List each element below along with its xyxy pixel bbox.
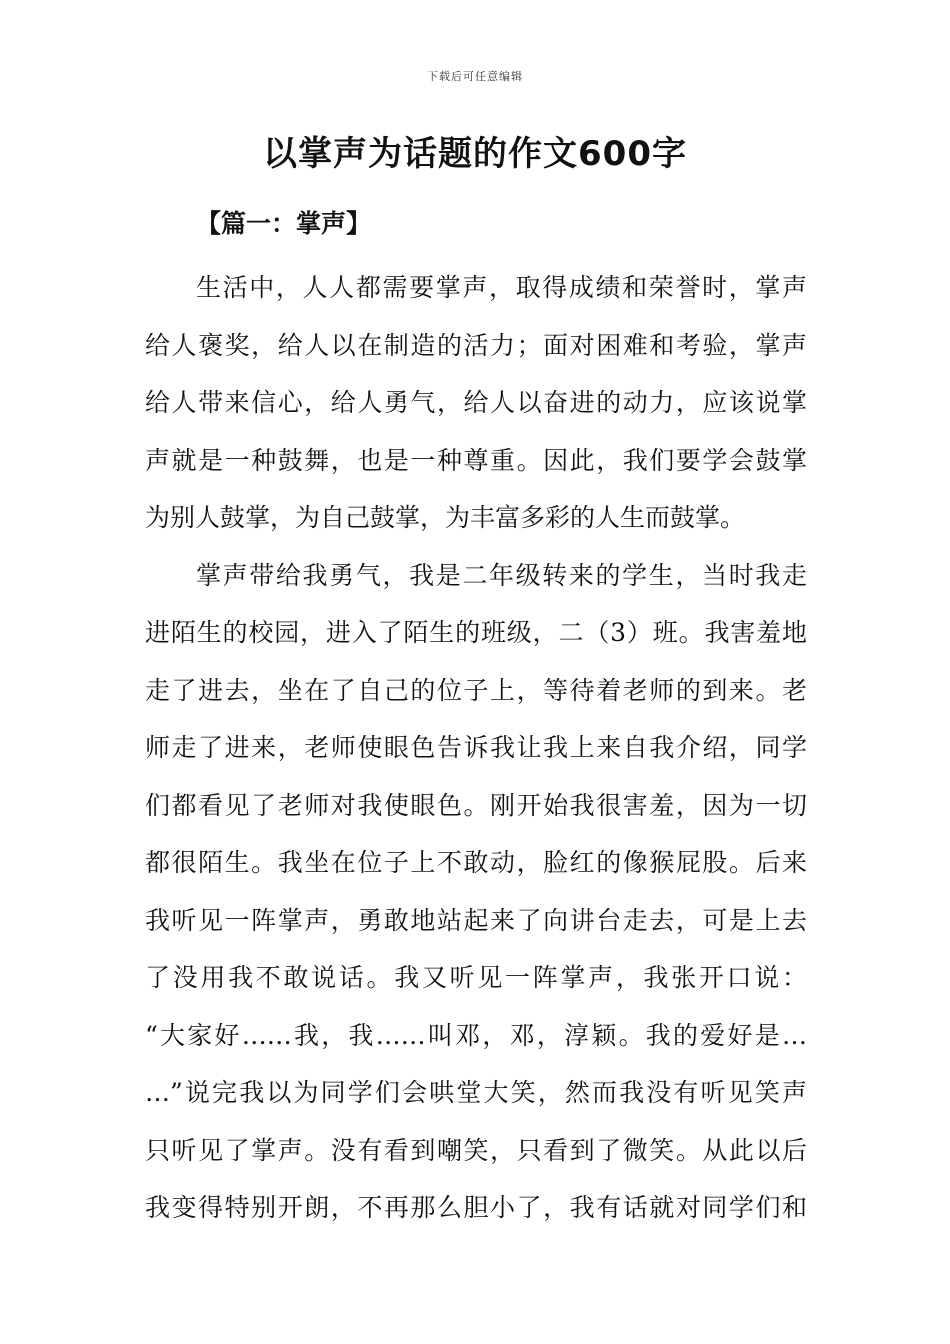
essay-line: “大家好……我，我……叫邓，邓，淳颖。我的爱好是…: [145, 1020, 807, 1050]
essay-line: 给人带来信心，给人勇气，给人以奋进的动力，应该说掌: [145, 388, 807, 417]
essay-body: [145, 259, 807, 1237]
essay-line: 我变得特别开朗，不再那么胆小了，我有话就对同学们和: [145, 1193, 807, 1222]
essay-line: 掌声带给我勇气，我是二年级转来的学生，当时我走: [196, 560, 807, 590]
essay-line: 给人褒奖，给人以在制造的活力；面对困难和考验，掌声: [145, 330, 807, 360]
essay-line: 声就是一种鼓舞，也是一种尊重。因此，我们要学会鼓掌: [145, 445, 807, 475]
page-header-note: 下载后可任意编辑: [427, 70, 523, 83]
essay-line: 生活中，人人都需要掌声，取得成绩和荣誉时，掌声: [196, 273, 807, 302]
essay-line: 进陌生的校园，进入了陌生的班级，二（3）班。我害羞地: [145, 618, 807, 647]
essay-line: 我听见一阵掌声，勇敢地站起来了向讲台走去，可是上去: [145, 905, 807, 935]
essay-line: 只听见了掌声。没有看到嘲笑，只看到了微笑。从此以后: [145, 1135, 807, 1165]
essay-line: 为别人鼓掌，为自己鼓掌，为丰富多彩的人生而鼓掌。: [145, 503, 746, 532]
essay-line: 们都看见了老师对我使眼色。刚开始我很害羞，因为一切: [145, 790, 807, 820]
section-heading: 【篇一：掌声】: [196, 209, 372, 238]
essay-line: 了没用我不敢说话。我又听见一阵掌声，我张开口说：: [145, 963, 807, 992]
essay-line: 走了进去，坐在了自己的位子上，等待着老师的到来。老: [145, 675, 807, 705]
document-title: 以掌声为话题的作文600字: [263, 134, 687, 174]
essay-line: …”说完我以为同学们会哄堂大笑，然而我没有听见笑声: [145, 1078, 807, 1107]
essay-line: 师走了进来，老师使眼色告诉我让我上来自我介绍，同学: [145, 733, 807, 762]
essay-line: 都很陌生。我坐在位子上不敢动，脸红的像猴屁股。后来: [145, 848, 807, 877]
